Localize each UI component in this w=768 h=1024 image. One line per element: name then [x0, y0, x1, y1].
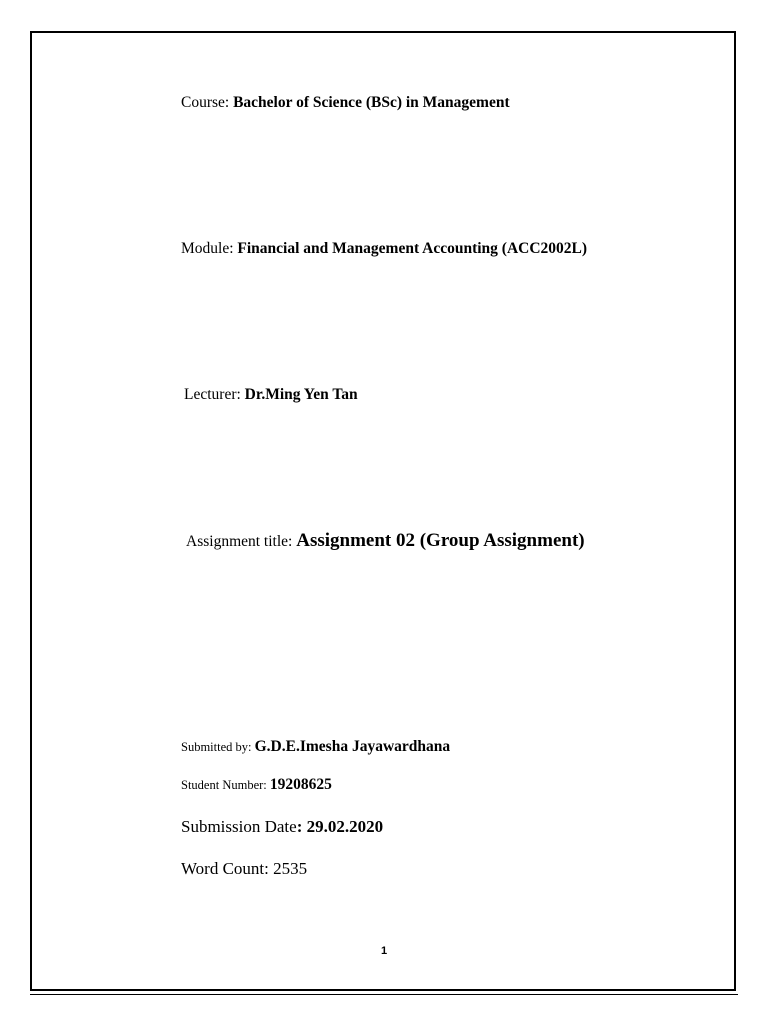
course-line [181, 95, 510, 111]
module-line [181, 241, 587, 257]
assignment-title-label: Assignment title: [186, 533, 297, 550]
student-number-value: 19208625 [269, 776, 332, 793]
word-count-text: Word Count: 2535 [181, 859, 308, 878]
word-count-line [181, 860, 307, 877]
lecturer-line [184, 387, 358, 403]
course-label: Course: [181, 94, 234, 111]
submitted-by-label: Submitted by: [181, 740, 255, 754]
submitted-by-line [181, 739, 450, 755]
student-number-line [181, 777, 332, 793]
page-bottom-rule [30, 994, 738, 995]
assignment-title-value: Assignment 02 (Group Assignment) [296, 530, 585, 551]
student-number-label: Student Number: [181, 778, 270, 792]
submission-date-value: : 29.02.2020 [296, 817, 384, 836]
lecturer-label: Lecturer: [184, 386, 245, 403]
module-value: Financial and Management Accounting (ACC2002L) [237, 240, 588, 257]
page-border [30, 31, 736, 991]
page-number: 1 [380, 945, 388, 957]
submitted-by-value: G.D.E.Imesha Jayawardhana [254, 738, 451, 755]
lecturer-value: Dr.Ming Yen Tan [244, 386, 358, 403]
module-label: Module: [181, 240, 238, 257]
submission-date-line [181, 818, 383, 835]
assignment-title-line [186, 531, 585, 550]
submission-date-label: Submission Date [181, 817, 297, 836]
course-value: Bachelor of Science (BSc) in Management [233, 94, 510, 111]
